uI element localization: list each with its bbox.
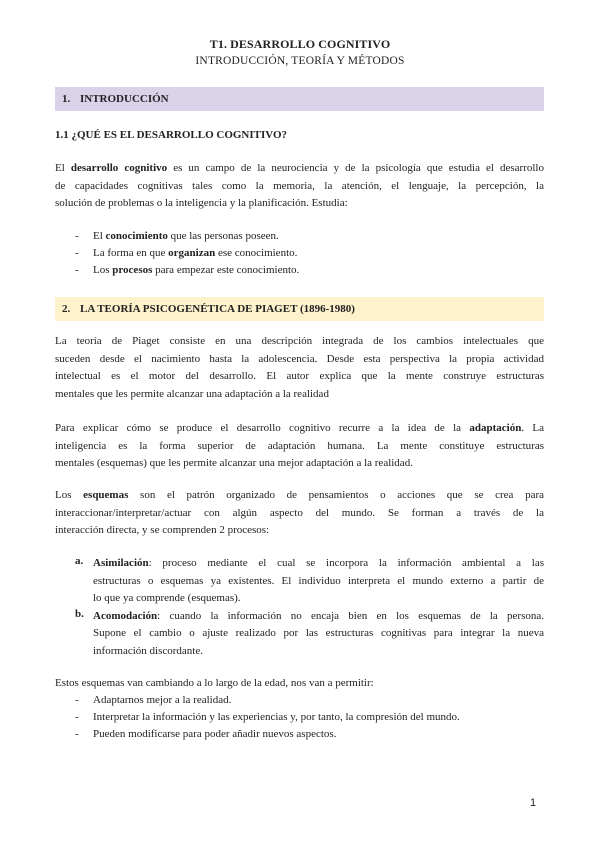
section-2-heading [55, 297, 544, 321]
study-list [55, 228, 544, 279]
section-2-title: LA TEORÍA PSICOGENÉTICA DE PIAGET (1896-1980) [80, 303, 355, 315]
section-1-heading [55, 87, 544, 111]
process-list [55, 555, 544, 660]
list-item: - Interpretar la información y las experiencias y, por tanto, la compresión del mundo. [75, 711, 460, 723]
section-1-number: 1. [62, 93, 71, 105]
document-subtitle: INTRODUCCIÓN, TEORÍA Y MÉTODOS [195, 55, 405, 67]
benefits-list [55, 692, 544, 743]
list-item: b. Acomodación: cuando la información no encaja bien en los esquemas de la persona. Supone el cambio o ajuste realizado por las estructuras cognitivas para integrar la nueva información discordante. [75, 607, 544, 657]
intro-paragraph: El desarrollo cognitivo es un campo de la neurociencia y de la psicología que estudia el desarrollo de capacidades cognitivas tales como la memoria, la atención, el lenguaje, la percepción, la solución de problemas o la inteligencia y la planificación. Estudia: [55, 162, 544, 209]
page-number: 1 [530, 797, 537, 809]
subsection-1-1-heading: 1.1 ¿QUÉ ES EL DESARROLLO COGNITIVO? [55, 129, 288, 141]
section-2-number: 2. [62, 303, 71, 315]
list-item: - Los procesos para empezar este conocimiento. [75, 264, 300, 276]
schemes-paragraph: Los esquemas son el patrón organizado de pensamientos o acciones que se crea para interaccionar/interpretar/actuar con algún aspecto del mundo. Se forman a través de la interacción directa, y se comprenden 2 procesos: [55, 489, 545, 536]
section-1-title: INTRODUCCIÓN [80, 93, 169, 105]
document-title: T1. DESARROLLO COGNITIVO [209, 37, 391, 51]
piaget-paragraph-1: La teoría de Piaget consiste en una descripción integrada de los cambios intelectuales que suceden desde el nacimiento hasta la adolescencia. Desde esta perspectiva la propia actividad intelectual es el motor del desarrollo. El autor explica que la mente construye estructuras mentales que les permite alcanzar una adaptación a la realidad [55, 335, 544, 400]
list-item: - Pueden modificarse para poder añadir nuevos aspectos. [75, 728, 337, 740]
list-item: - La forma en que organizan ese conocimiento. [75, 247, 298, 259]
list-item: a. Asimilación: proceso mediante el cual se incorpora la información ambiental a las estructuras o esquemas ya existentes. El individuo interpreta el mundo externo a partir de lo que ya comprende (esquemas). [75, 555, 544, 604]
piaget-paragraph-2: Para explicar cómo se produce el desarrollo cognitivo recurre a la idea de la adaptación. La inteligencia es la forma superior de adaptación humana. La mente constituye estructuras mentales (esquemas) que les permite alcanzar una mejor adaptación a la realidad. [55, 422, 544, 469]
list-item: - El conocimiento que las personas poseen. [75, 230, 279, 242]
list-item: - Adaptarnos mejor a la realidad. [75, 694, 232, 706]
schemes-change-paragraph: Estos esquemas van cambiando a lo largo de la edad, nos van a permitir: [55, 677, 374, 689]
